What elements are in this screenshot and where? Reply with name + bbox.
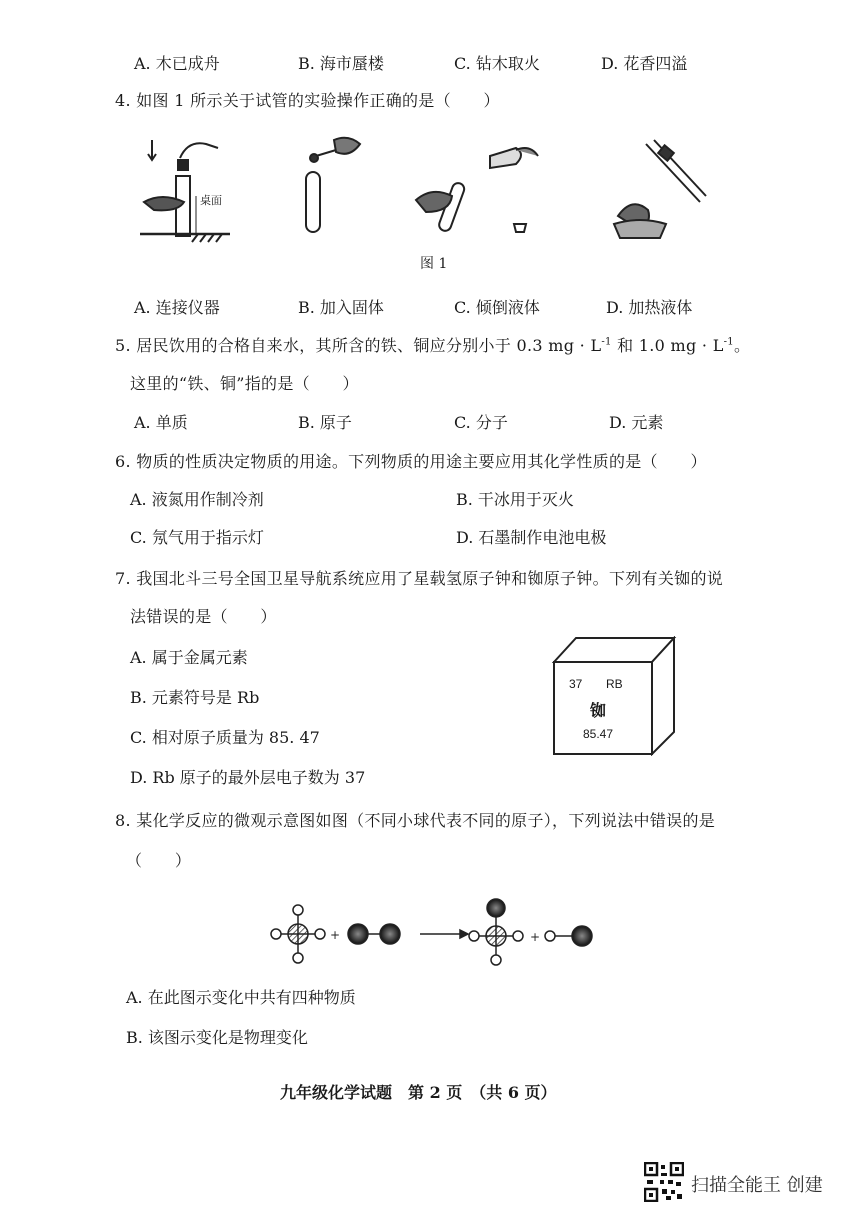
add-solid-illustration bbox=[306, 138, 360, 232]
q6-option-c: C. 氖气用于指示灯 bbox=[130, 528, 264, 547]
connect-apparatus-illustration bbox=[140, 140, 230, 242]
qr-code-icon bbox=[644, 1162, 684, 1202]
reaction-micro-diagram bbox=[268, 896, 608, 968]
q4-option-d: D. 加热液体 bbox=[606, 298, 693, 317]
q5-option-c: C. 分子 bbox=[454, 413, 508, 432]
desk-label: 桌面 bbox=[200, 194, 222, 207]
q4-option-c: C. 倾倒液体 bbox=[454, 298, 540, 317]
scanner-brand-label: 扫描全能王 创建 bbox=[691, 1175, 823, 1196]
product-molecule-1 bbox=[469, 899, 523, 965]
q5-stem-line2: 这里的“铁、铜”指的是（ ） bbox=[130, 374, 359, 393]
pour-liquid-illustration bbox=[416, 148, 538, 232]
svg-text:+: + bbox=[330, 928, 341, 942]
reactant-molecule-1 bbox=[271, 905, 325, 963]
q3-option-d: D. 花香四溢 bbox=[601, 54, 688, 73]
heat-liquid-illustration bbox=[614, 140, 706, 238]
q7-option-b: B. 元素符号是 Rb bbox=[130, 688, 260, 707]
page-footer: 九年级化学试题 第 2 页 （共 6 页） bbox=[280, 1083, 557, 1102]
q5-stem-part1: 5. 居民饮用的合格自来水，其所含的铁、铜应分别小于 0.3 mg · L bbox=[115, 336, 602, 355]
q6-stem: 6. 物质的性质决定物质的用途。下列物质的用途主要应用其化学性质的是（ ） bbox=[115, 452, 707, 471]
product-molecule-2 bbox=[545, 926, 592, 946]
q7-option-c: C. 相对原子质量为 85. 47 bbox=[130, 728, 320, 747]
q5-stem-part2: 和 1.0 mg · L bbox=[617, 336, 724, 355]
reactant-molecule-2 bbox=[348, 924, 400, 944]
element-symbol: RB bbox=[606, 677, 623, 691]
reaction-arrow bbox=[420, 930, 468, 938]
element-atomic-number: 37 bbox=[569, 677, 583, 691]
q5-option-d: D. 元素 bbox=[609, 413, 664, 432]
q5-stem-end: 。 bbox=[733, 336, 751, 355]
q7-option-a: A. 属于金属元素 bbox=[130, 648, 248, 667]
q5-exponent-1: -1 bbox=[601, 336, 612, 348]
q4-option-b: B. 加入固体 bbox=[298, 298, 384, 317]
q5-option-b: B. 原子 bbox=[298, 413, 352, 432]
q8-option-a: A. 在此图示变化中共有四种物质 bbox=[126, 988, 356, 1007]
q7-stem-line2: 法错误的是（ ） bbox=[130, 607, 277, 626]
q5-option-a: A. 单质 bbox=[134, 413, 188, 432]
element-card-rubidium bbox=[552, 636, 682, 756]
q3-option-a: A. 木已成舟 bbox=[134, 54, 220, 73]
figure-1-lab-operations bbox=[140, 130, 740, 250]
q6-option-a: A. 液氮用作制冷剂 bbox=[130, 490, 264, 509]
q3-option-c: C. 钻木取火 bbox=[454, 54, 540, 73]
q6-option-b: B. 干冰用于灭火 bbox=[456, 490, 574, 509]
q7-stem-line1: 7. 我国北斗三号全国卫星导航系统应用了星载氢原子钟和铷原子钟。下列有关铷的说 bbox=[115, 569, 724, 588]
q5-stem-line1 bbox=[115, 333, 750, 356]
svg-text:+: + bbox=[530, 930, 541, 944]
q3-option-b: B. 海市蜃楼 bbox=[298, 54, 384, 73]
q6-option-d: D. 石墨制作电池电极 bbox=[456, 528, 607, 547]
element-name: 铷 bbox=[590, 701, 607, 720]
element-mass: 85.47 bbox=[583, 727, 614, 741]
q5-exponent-2: -1 bbox=[723, 336, 734, 348]
figure-1-caption: 图 1 bbox=[420, 256, 448, 272]
q4-option-a: A. 连接仪器 bbox=[134, 298, 220, 317]
q8-stem-line2: （ ） bbox=[126, 851, 192, 870]
q8-stem-line1: 8. 某化学反应的微观示意图如图（不同小球代表不同的原子），下列说法中错误的是 bbox=[115, 811, 716, 830]
q4-stem: 4. 如图 1 所示关于试管的实验操作正确的是（ ） bbox=[115, 91, 500, 110]
q8-option-b: B. 该图示变化是物理变化 bbox=[126, 1028, 308, 1047]
q7-option-d: D. Rb 原子的最外层电子数为 37 bbox=[130, 768, 366, 787]
